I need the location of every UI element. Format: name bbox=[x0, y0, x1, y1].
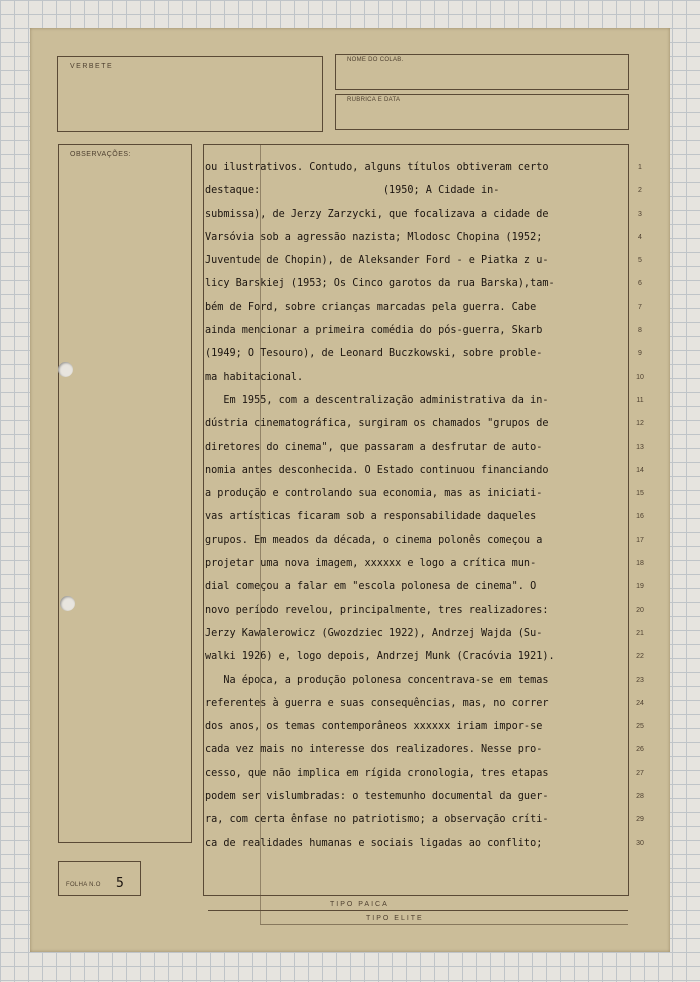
text-line: ainda mencionar a primeira comédia do pós-guerra, Skarb bbox=[205, 325, 543, 337]
text-line: (1949; O Tesouro), de Leonard Buczkowski, sobre proble- bbox=[205, 348, 543, 360]
line-number: 4 bbox=[638, 233, 642, 241]
text-line: Varsóvia sob a agressão nazista; Mlodosc Chopina (1952; bbox=[205, 231, 543, 243]
line-number: 12 bbox=[636, 420, 644, 428]
observacoes-box bbox=[58, 144, 192, 843]
line-number: 26 bbox=[636, 746, 644, 754]
line-number: 9 bbox=[638, 350, 642, 358]
line-number: 14 bbox=[636, 466, 644, 474]
line-number: 3 bbox=[638, 210, 642, 218]
text-line: nomia antes desconhecida. O Estado continuou financiando bbox=[205, 464, 549, 476]
text-line: bém de Ford, sobre crianças marcadas pela guerra. Cabe bbox=[205, 301, 537, 313]
line-number: 23 bbox=[636, 676, 644, 684]
line-number: 19 bbox=[636, 583, 644, 591]
text-line: dos anos, os temas contemporâneos xxxxxx iriam impor-se bbox=[205, 721, 543, 733]
line-number: 10 bbox=[636, 373, 644, 381]
line-number: 24 bbox=[636, 699, 644, 707]
text-line: grupos. Em meados da década, o cinema polonês começou a bbox=[205, 534, 543, 546]
line-number: 11 bbox=[636, 396, 644, 404]
line-number: 5 bbox=[638, 257, 642, 265]
line-number: 17 bbox=[636, 536, 644, 544]
text-line: ra, com certa ênfase no patriotismo; a observação críti- bbox=[205, 814, 549, 826]
line-number: 2 bbox=[638, 187, 642, 195]
rubrica-data-label: RUBRICA E DATA bbox=[347, 97, 401, 103]
line-number: 22 bbox=[636, 653, 644, 661]
tipo-elite-label: TIPO ELITE bbox=[366, 915, 424, 922]
folha-label: FOLHA N.O bbox=[66, 882, 101, 888]
line-number-column bbox=[630, 156, 650, 855]
line-number: 28 bbox=[636, 793, 644, 801]
binder-hole-bottom bbox=[60, 596, 75, 611]
text-line: submissa), de Jerzy Zarzycki, que focalizava a cidade de bbox=[205, 208, 549, 220]
text-line: projetar uma nova imagem, xxxxxx e logo a crítica mun- bbox=[205, 558, 537, 570]
text-line: cesso, que não implica em rígida cronologia, tres etapas bbox=[205, 767, 549, 779]
line-number: 29 bbox=[636, 816, 644, 824]
rule-paica bbox=[208, 910, 628, 911]
text-line: walki 1926) e, logo depois, Andrzej Munk (Cracóvia 1921). bbox=[205, 651, 555, 663]
text-line: Em 1955, com a descentralização administrativa da in- bbox=[205, 394, 549, 406]
text-line: podem ser vislumbradas: o testemunho documental da guer- bbox=[205, 791, 549, 803]
text-line: a produção e controlando sua economia, mas as iniciati- bbox=[205, 488, 543, 500]
line-number: 18 bbox=[636, 560, 644, 568]
colaborador-name-label: NOME DO COLAB. bbox=[347, 57, 404, 63]
line-number: 8 bbox=[638, 327, 642, 335]
line-number: 25 bbox=[636, 723, 644, 731]
text-line: ma habitacional. bbox=[205, 371, 304, 383]
line-number: 16 bbox=[636, 513, 644, 521]
line-number: 1 bbox=[638, 164, 642, 171]
text-line: ou ilustrativos. Contudo, alguns títulos obtiveram certo bbox=[205, 162, 549, 173]
text-line: dústria cinematográfica, surgiram os chamados "grupos de bbox=[205, 418, 549, 430]
tipo-paica-label: TIPO PAICA bbox=[330, 901, 389, 908]
binder-hole-top bbox=[58, 362, 73, 377]
text-line: novo período revelou, principalmente, tres realizadores: bbox=[205, 604, 549, 616]
line-number: 30 bbox=[636, 839, 644, 847]
rule-elite bbox=[260, 924, 628, 925]
text-line: diretores do cinema", que passaram a desfrutar de auto- bbox=[205, 441, 543, 453]
line-number: 7 bbox=[638, 303, 642, 311]
text-line: Na época, a produção polonesa concentrava-se em temas bbox=[205, 674, 549, 686]
line-number: 13 bbox=[636, 443, 644, 451]
line-number: 27 bbox=[636, 769, 644, 777]
observacoes-label: OBSERVAÇÕES: bbox=[70, 151, 131, 158]
text-line: dial começou a falar em "escola polonesa de cinema". O bbox=[205, 581, 537, 593]
text-line: licy Barskiej (1953; Os Cinco garotos da rua Barska),tam- bbox=[205, 278, 555, 290]
line-number: 15 bbox=[636, 490, 644, 498]
line-number: 6 bbox=[638, 280, 642, 288]
verbete-label: VERBETE bbox=[70, 63, 114, 70]
text-line: destaque: (1950; A Cidade in- bbox=[205, 185, 500, 197]
folha-box bbox=[58, 861, 141, 896]
typed-text-block bbox=[205, 156, 627, 855]
folha-number: 5 bbox=[116, 876, 124, 891]
text-line: Juventude de Chopin), de Aleksander Ford - e Piatka z u- bbox=[205, 255, 549, 267]
text-line: cada vez mais no interesse dos realizadores. Nesse pro- bbox=[205, 744, 543, 756]
text-line: Jerzy Kawalerowicz (Gwozdziec 1922), Andrzej Wajda (Su- bbox=[205, 627, 543, 639]
text-line: referentes à guerra e suas consequências, mas, no correr bbox=[205, 697, 549, 709]
line-number: 20 bbox=[636, 606, 644, 614]
line-number: 21 bbox=[636, 629, 644, 637]
text-line: ca de realidades humanas e sociais ligadas ao conflito; bbox=[205, 837, 543, 849]
text-line: vas artísticas ficaram sob a responsabilidade daqueles bbox=[205, 511, 537, 523]
